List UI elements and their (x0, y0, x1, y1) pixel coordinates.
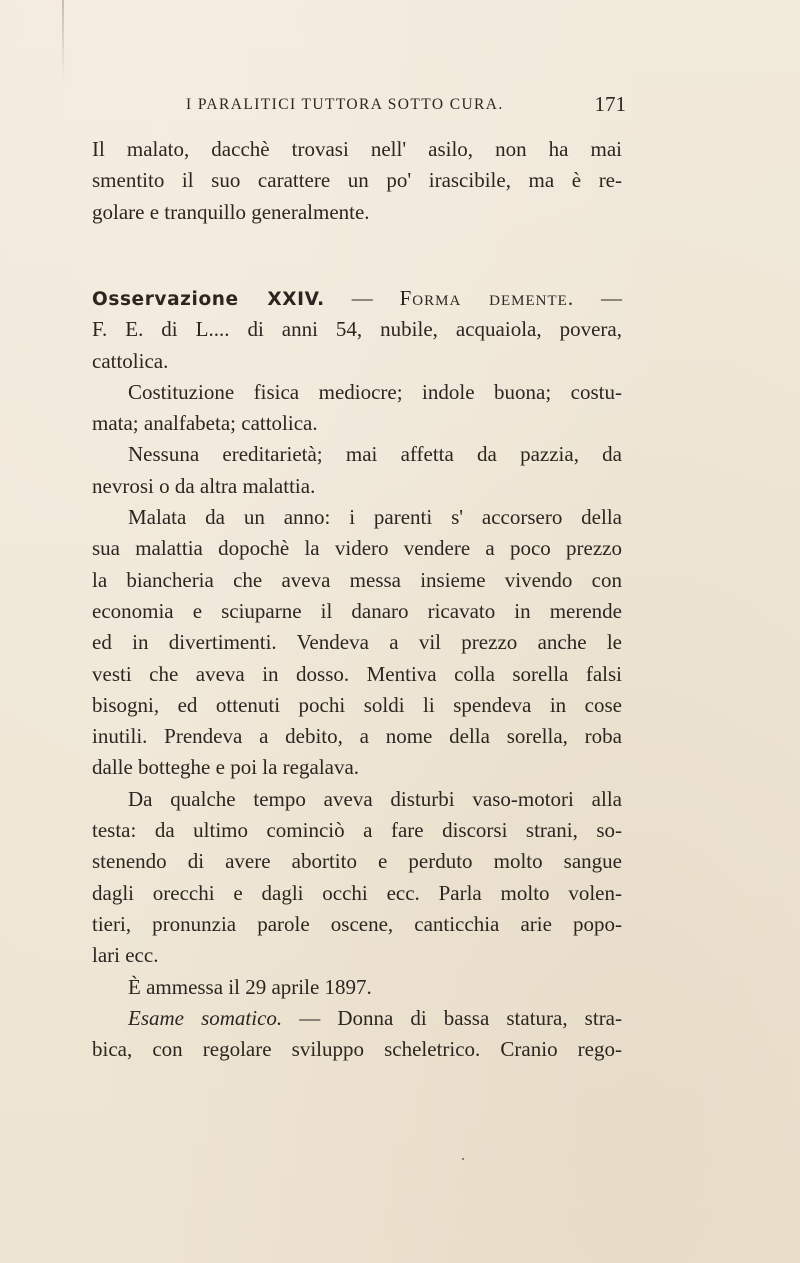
page-number: 171 (594, 92, 626, 116)
text-line: È ammessa il 29 aprile 1897. (128, 974, 372, 999)
heading-dash: — (601, 286, 622, 310)
observation-form: Forma demente. (399, 286, 575, 310)
text-line: la biancheria che aveva messa insieme vivendo con (92, 567, 622, 592)
paper-speck (462, 1158, 464, 1160)
text-line: Malata da un anno: i parenti s' accorsero della (128, 505, 622, 530)
text-line: economia e sciuparne il danaro ricavato in merende (92, 598, 622, 623)
text-line: ed in divertimenti. Vendeva a vil prezzo anche le (92, 630, 622, 655)
observation-heading-line (92, 283, 622, 314)
text-line: lari ecc. (92, 943, 159, 968)
observation-label: Osservazione XXIV. (92, 289, 325, 310)
text-line: Il malato, dacchè trovasi nell' asilo, non ha mai (92, 137, 622, 161)
text-line: sua malattia dopochè la videro vendere a poco prezzo (92, 536, 622, 561)
text-line: stenendo di avere abortito e perduto molto sangue (92, 849, 622, 874)
text-line: Costituzione fisica mediocre; indole buona; costu- (128, 379, 622, 404)
text-line: nevrosi o da altra malattia. (92, 473, 316, 498)
text-line: Nessuna ereditarietà; mai affetta da pazzia, da (128, 442, 622, 467)
exam-text: — Donna di bassa statura, stra- (299, 1005, 622, 1030)
running-header (186, 92, 626, 118)
text-line: F. E. di L.... di anni 54, nubile, acquaiola, povera, (92, 317, 622, 342)
text-line: golare e tranquillo generalmente. (92, 199, 370, 224)
text-line: dagli orecchi e dagli occhi ecc. Parla molto volen- (92, 880, 622, 905)
observation-section (92, 283, 622, 1065)
heading-dash: — (351, 286, 373, 310)
exam-line (92, 1003, 622, 1034)
running-title: I PARALITICI TUTTORA SOTTO CURA. (186, 96, 504, 113)
text-line: vesti che aveva in dosso. Mentiva colla sorella falsi (92, 661, 622, 686)
text-line: testa: da ultimo cominciò a fare discorsi strani, so- (92, 818, 622, 843)
text-line: inutili. Prendeva a debito, a nome della sorella, roba (92, 724, 622, 749)
text-line: bica, con regolare sviluppo scheletrico. Cranio rego- (92, 1037, 622, 1062)
text-line: cattolica. (92, 348, 169, 373)
exam-label: Esame somatico. (128, 1005, 283, 1030)
text-line: Da qualche tempo aveva disturbi vaso-motori alla (128, 786, 622, 811)
intro-paragraph (92, 134, 622, 228)
text-line: tieri, pronunzia parole oscene, canticchia arie popo- (92, 911, 622, 936)
page-fold-shadow (62, 0, 64, 80)
text-line: mata; analfabeta; cattolica. (92, 411, 318, 436)
text-line: smentito il suo carattere un po' irascibile, ma è re- (92, 168, 622, 193)
text-line: bisogni, ed ottenuti pochi soldi li spendeva in cose (92, 692, 622, 717)
text-line: dalle botteghe e poi la regalava. (92, 755, 360, 780)
